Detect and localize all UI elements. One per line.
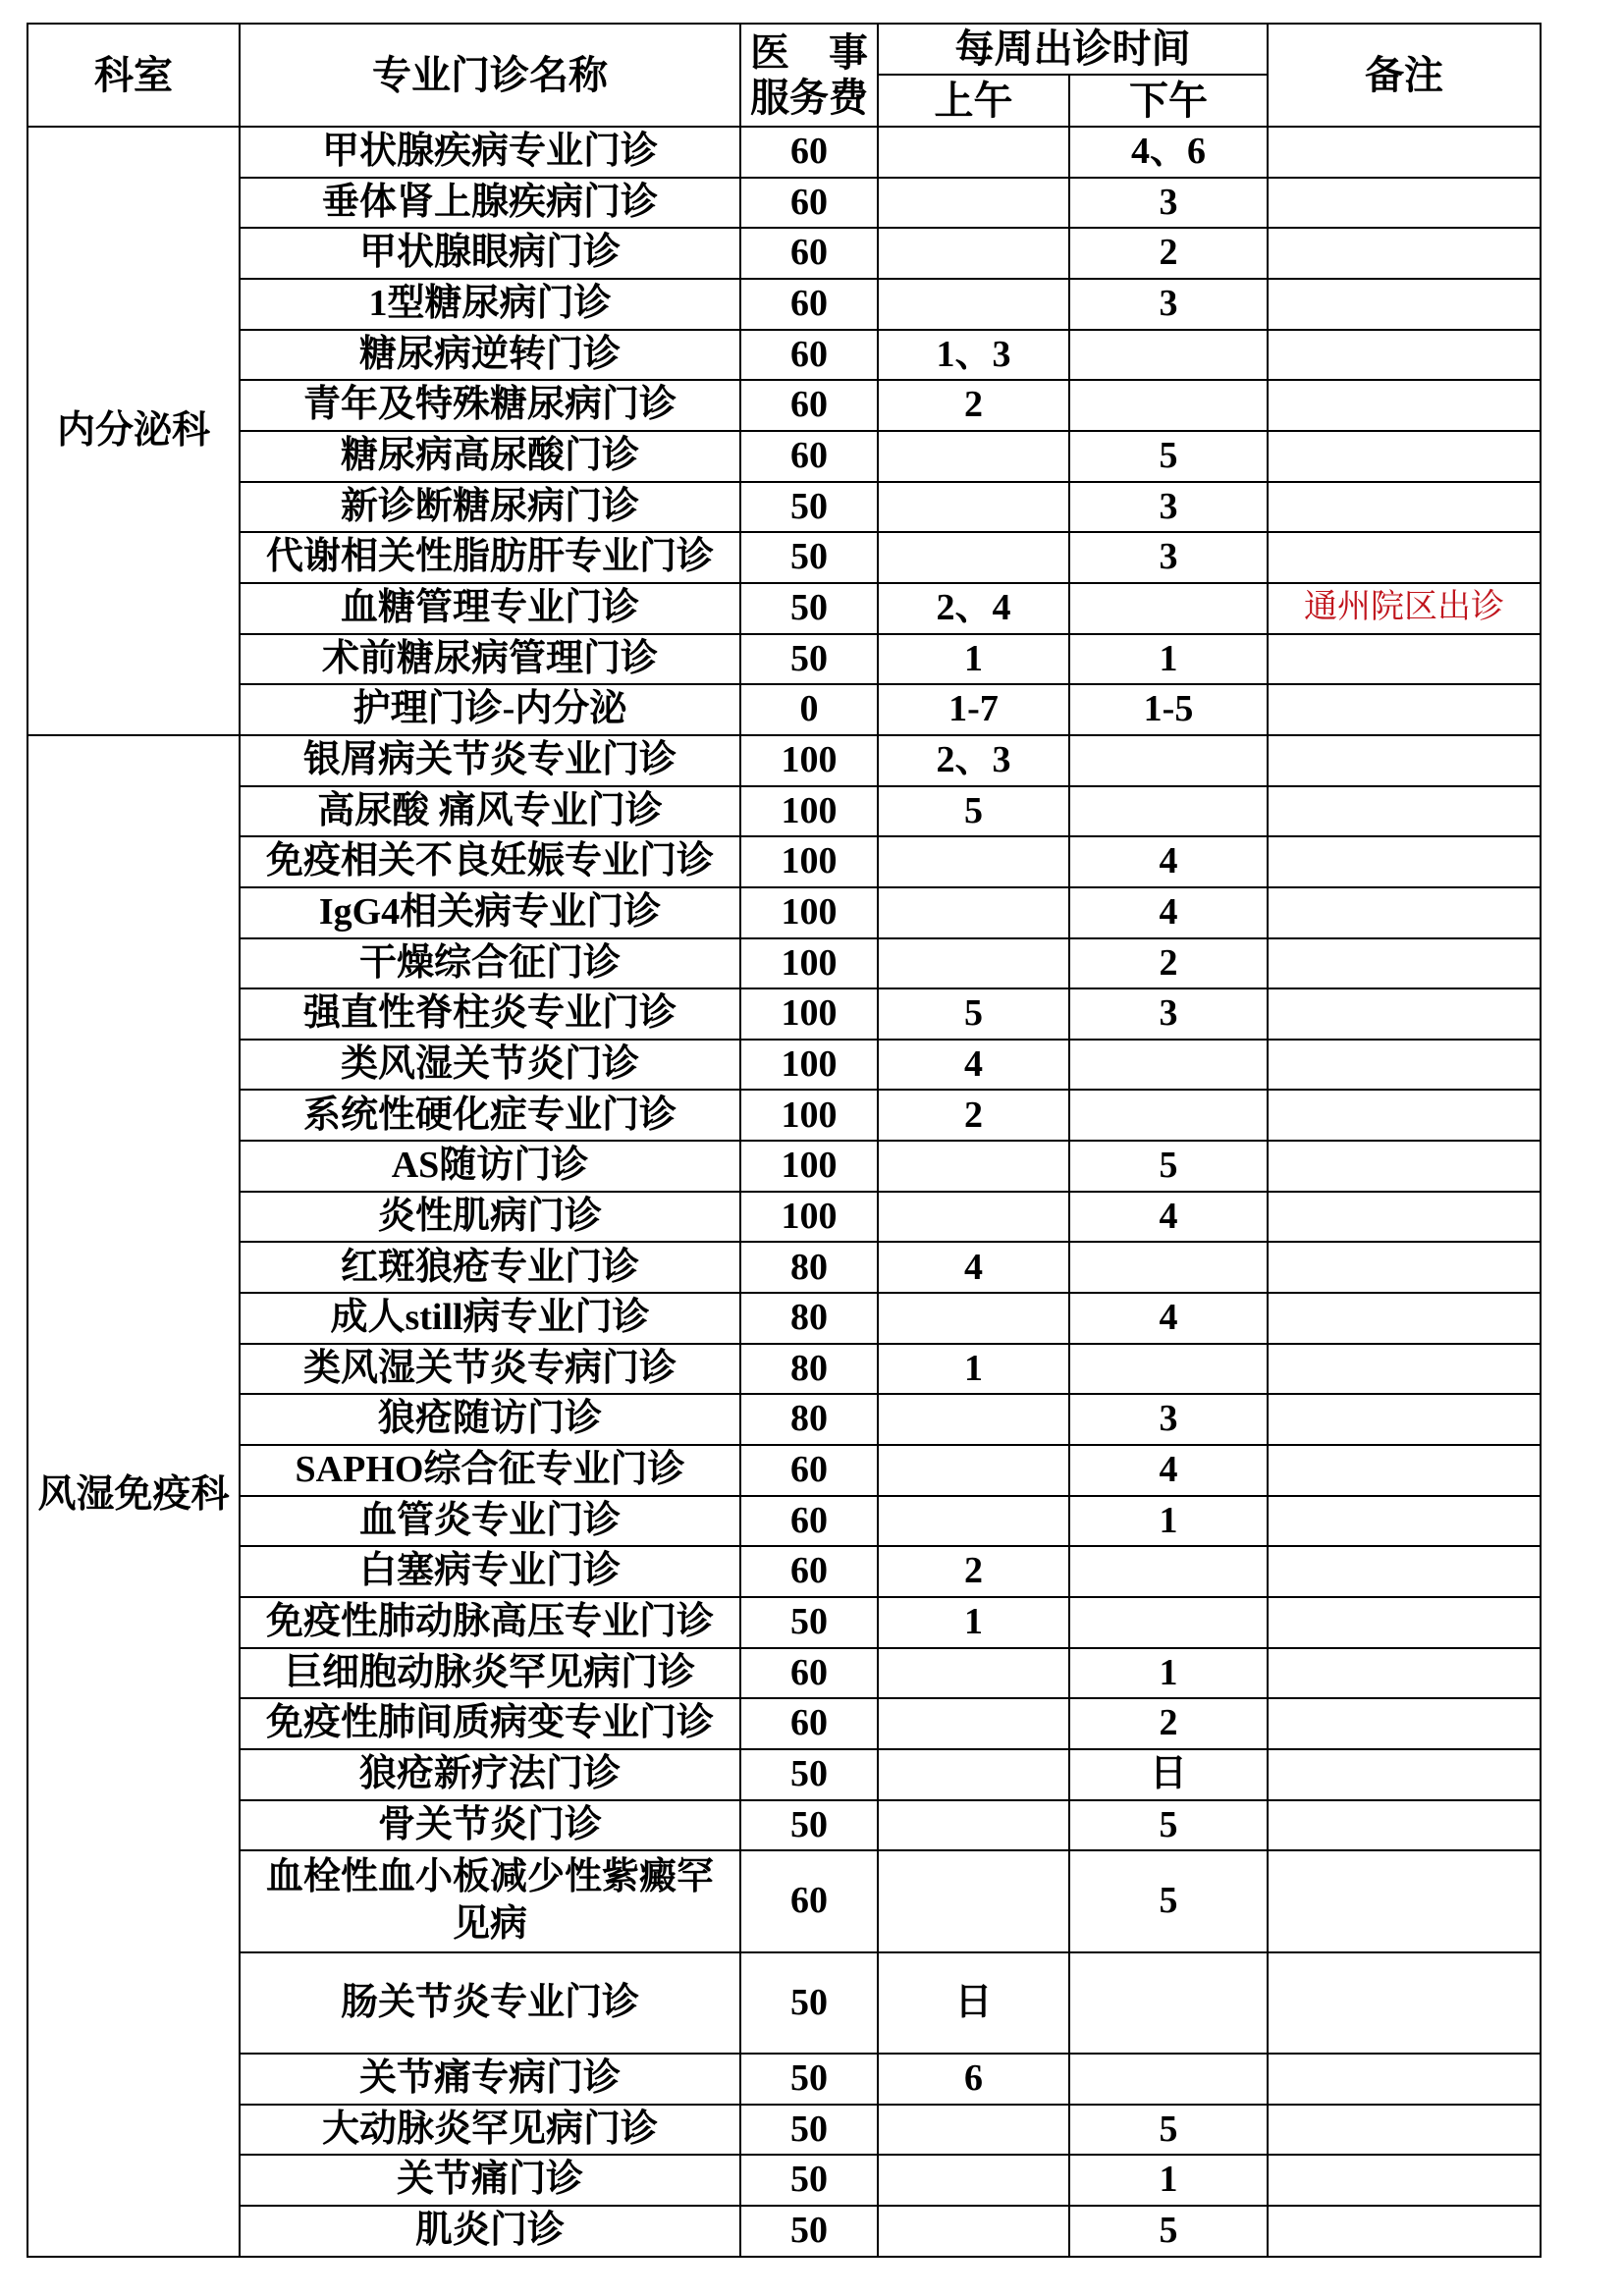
header-remarks: 备注 bbox=[1268, 24, 1541, 127]
afternoon-cell: 1 bbox=[1069, 1496, 1268, 1547]
clinic-name-cell: 肌炎门诊 bbox=[240, 2206, 740, 2257]
morning-cell bbox=[878, 1800, 1069, 1851]
afternoon-cell: 5 bbox=[1069, 2105, 1268, 2156]
remarks-cell bbox=[1268, 380, 1541, 431]
afternoon-cell: 5 bbox=[1069, 1850, 1268, 1951]
remarks-cell bbox=[1268, 634, 1541, 685]
afternoon-cell bbox=[1069, 1040, 1268, 1091]
afternoon-cell bbox=[1069, 1952, 1268, 2054]
fee-cell: 50 bbox=[740, 2054, 878, 2105]
fee-cell: 100 bbox=[740, 735, 878, 786]
table-header bbox=[27, 24, 1541, 127]
table-row bbox=[27, 482, 1541, 533]
afternoon-cell bbox=[1069, 1090, 1268, 1141]
afternoon-cell: 3 bbox=[1069, 1394, 1268, 1445]
morning-cell bbox=[878, 2155, 1069, 2206]
fee-cell: 100 bbox=[740, 988, 878, 1040]
morning-cell bbox=[878, 127, 1069, 178]
morning-cell: 1 bbox=[878, 634, 1069, 685]
fee-cell: 60 bbox=[740, 178, 878, 229]
table-row bbox=[27, 887, 1541, 938]
remarks-cell bbox=[1268, 1394, 1541, 1445]
remarks-cell bbox=[1268, 228, 1541, 279]
clinic-name-cell: 系统性硬化症专业门诊 bbox=[240, 1090, 740, 1141]
remarks-cell bbox=[1268, 735, 1541, 786]
fee-cell: 60 bbox=[740, 1546, 878, 1597]
fee-cell: 80 bbox=[740, 1344, 878, 1395]
remarks-cell bbox=[1268, 330, 1541, 381]
table-row bbox=[27, 1090, 1541, 1141]
clinic-name-cell: 巨细胞动脉炎罕见病门诊 bbox=[240, 1648, 740, 1699]
fee-cell: 60 bbox=[740, 1445, 878, 1496]
clinic-name-cell: 狼疮新疗法门诊 bbox=[240, 1749, 740, 1800]
department-cell: 内分泌科 bbox=[27, 127, 240, 735]
afternoon-cell bbox=[1069, 2054, 1268, 2105]
table-row bbox=[27, 330, 1541, 381]
afternoon-cell bbox=[1069, 1344, 1268, 1395]
clinic-name-cell: 白塞病专业门诊 bbox=[240, 1546, 740, 1597]
table-body bbox=[27, 127, 1541, 2257]
fee-cell: 80 bbox=[740, 1293, 878, 1344]
table-row bbox=[27, 1242, 1541, 1293]
clinic-name-cell: 青年及特殊糖尿病门诊 bbox=[240, 380, 740, 431]
remarks-cell bbox=[1268, 2155, 1541, 2206]
afternoon-cell: 2 bbox=[1069, 1698, 1268, 1749]
remarks-cell bbox=[1268, 1648, 1541, 1699]
fee-cell: 50 bbox=[740, 634, 878, 685]
remarks-cell bbox=[1268, 1141, 1541, 1192]
afternoon-cell: 2 bbox=[1069, 228, 1268, 279]
table-row bbox=[27, 127, 1541, 178]
clinic-name-cell: 成人still病专业门诊 bbox=[240, 1293, 740, 1344]
table-row bbox=[27, 1800, 1541, 1851]
clinic-name-cell: IgG4相关病专业门诊 bbox=[240, 887, 740, 938]
morning-cell: 5 bbox=[878, 786, 1069, 837]
remarks-cell bbox=[1268, 2105, 1541, 2156]
clinic-name-cell: 类风湿关节炎专病门诊 bbox=[240, 1344, 740, 1395]
clinic-name-cell: 代谢相关性脂肪肝专业门诊 bbox=[240, 532, 740, 583]
remarks-cell bbox=[1268, 1040, 1541, 1091]
remarks-cell bbox=[1268, 1445, 1541, 1496]
remarks-cell bbox=[1268, 988, 1541, 1040]
remarks-cell bbox=[1268, 1952, 1541, 2054]
clinic-name-cell: 免疫性肺间质病变专业门诊 bbox=[240, 1698, 740, 1749]
remarks-cell bbox=[1268, 431, 1541, 482]
table-row bbox=[27, 836, 1541, 887]
afternoon-cell: 3 bbox=[1069, 178, 1268, 229]
morning-cell bbox=[878, 1445, 1069, 1496]
morning-cell bbox=[878, 1141, 1069, 1192]
morning-cell bbox=[878, 1394, 1069, 1445]
afternoon-cell: 5 bbox=[1069, 1141, 1268, 1192]
morning-cell: 1 bbox=[878, 1597, 1069, 1648]
morning-cell: 2、3 bbox=[878, 735, 1069, 786]
afternoon-cell bbox=[1069, 1546, 1268, 1597]
afternoon-cell: 3 bbox=[1069, 482, 1268, 533]
morning-cell: 2 bbox=[878, 1090, 1069, 1141]
morning-cell bbox=[878, 279, 1069, 330]
clinic-name-cell: 免疫相关不良妊娠专业门诊 bbox=[240, 836, 740, 887]
afternoon-cell bbox=[1069, 583, 1268, 634]
fee-cell: 100 bbox=[740, 786, 878, 837]
clinic-name-cell: 糖尿病高尿酸门诊 bbox=[240, 431, 740, 482]
fee-cell: 60 bbox=[740, 1648, 878, 1699]
clinic-schedule-table bbox=[27, 23, 1542, 2258]
fee-cell: 0 bbox=[740, 684, 878, 735]
fee-cell: 60 bbox=[740, 228, 878, 279]
table-row bbox=[27, 1040, 1541, 1091]
remarks-cell bbox=[1268, 2206, 1541, 2257]
fee-cell: 50 bbox=[740, 1749, 878, 1800]
fee-cell: 60 bbox=[740, 330, 878, 381]
afternoon-cell bbox=[1069, 1597, 1268, 1648]
fee-cell: 100 bbox=[740, 1141, 878, 1192]
table-row bbox=[27, 938, 1541, 989]
clinic-name-cell: 血糖管理专业门诊 bbox=[240, 583, 740, 634]
afternoon-cell bbox=[1069, 330, 1268, 381]
table-row bbox=[27, 1749, 1541, 1800]
afternoon-cell bbox=[1069, 1242, 1268, 1293]
morning-cell: 1 bbox=[878, 1344, 1069, 1395]
table-row bbox=[27, 228, 1541, 279]
remarks-cell bbox=[1268, 1850, 1541, 1951]
fee-cell: 50 bbox=[740, 583, 878, 634]
clinic-name-cell: 红斑狼疮专业门诊 bbox=[240, 1242, 740, 1293]
afternoon-cell: 3 bbox=[1069, 988, 1268, 1040]
afternoon-cell: 4 bbox=[1069, 1445, 1268, 1496]
table-row bbox=[27, 1192, 1541, 1243]
remarks-cell bbox=[1268, 1800, 1541, 1851]
table-row bbox=[27, 1952, 1541, 2054]
morning-cell bbox=[878, 1698, 1069, 1749]
header-fee bbox=[740, 24, 878, 127]
afternoon-cell: 4 bbox=[1069, 836, 1268, 887]
clinic-name-cell: 关节痛门诊 bbox=[240, 2155, 740, 2206]
afternoon-cell: 4 bbox=[1069, 1192, 1268, 1243]
fee-cell: 60 bbox=[740, 1698, 878, 1749]
clinic-name-cell: 干燥综合征门诊 bbox=[240, 938, 740, 989]
fee-cell: 100 bbox=[740, 1090, 878, 1141]
table-row bbox=[27, 1394, 1541, 1445]
afternoon-cell: 3 bbox=[1069, 279, 1268, 330]
clinic-name-cell: 狼疮随访门诊 bbox=[240, 1394, 740, 1445]
morning-cell: 1、3 bbox=[878, 330, 1069, 381]
clinic-name-cell: 血管炎专业门诊 bbox=[240, 1496, 740, 1547]
fee-cell: 60 bbox=[740, 380, 878, 431]
table-row bbox=[27, 431, 1541, 482]
remarks-cell bbox=[1268, 1698, 1541, 1749]
fee-cell: 50 bbox=[740, 1597, 878, 1648]
fee-cell: 80 bbox=[740, 1394, 878, 1445]
afternoon-cell: 4 bbox=[1069, 887, 1268, 938]
header-row-top bbox=[27, 24, 1541, 75]
header-department: 科室 bbox=[27, 24, 240, 127]
morning-cell: 2 bbox=[878, 1546, 1069, 1597]
clinic-name-cell: 护理门诊-内分泌 bbox=[240, 684, 740, 735]
table-row bbox=[27, 532, 1541, 583]
remarks-cell bbox=[1268, 887, 1541, 938]
table-row bbox=[27, 1597, 1541, 1648]
morning-cell: 1-7 bbox=[878, 684, 1069, 735]
table-row bbox=[27, 634, 1541, 685]
morning-cell: 2、4 bbox=[878, 583, 1069, 634]
morning-cell bbox=[878, 836, 1069, 887]
morning-cell bbox=[878, 1496, 1069, 1547]
table-row bbox=[27, 786, 1541, 837]
clinic-name-cell: 血栓性血小板减少性紫癜罕见病 bbox=[240, 1850, 740, 1951]
afternoon-cell: 4、6 bbox=[1069, 127, 1268, 178]
clinic-name-cell: 强直性脊柱炎专业门诊 bbox=[240, 988, 740, 1040]
morning-cell bbox=[878, 1192, 1069, 1243]
remarks-cell bbox=[1268, 786, 1541, 837]
fee-cell: 100 bbox=[740, 1040, 878, 1091]
fee-cell: 50 bbox=[740, 2105, 878, 2156]
morning-cell bbox=[878, 1749, 1069, 1800]
table-row bbox=[27, 1546, 1541, 1597]
afternoon-cell bbox=[1069, 786, 1268, 837]
clinic-name-cell: 垂体肾上腺疾病门诊 bbox=[240, 178, 740, 229]
afternoon-cell: 1-5 bbox=[1069, 684, 1268, 735]
header-fee-line1: 医 事 bbox=[750, 29, 868, 75]
afternoon-cell: 3 bbox=[1069, 532, 1268, 583]
morning-cell bbox=[878, 1648, 1069, 1699]
table-row bbox=[27, 684, 1541, 735]
table-row bbox=[27, 380, 1541, 431]
table-row bbox=[27, 988, 1541, 1040]
remarks-cell bbox=[1268, 279, 1541, 330]
table-row bbox=[27, 1344, 1541, 1395]
table-row bbox=[27, 2105, 1541, 2156]
morning-cell bbox=[878, 938, 1069, 989]
table-row bbox=[27, 1698, 1541, 1749]
morning-cell bbox=[878, 2105, 1069, 2156]
morning-cell bbox=[878, 178, 1069, 229]
table-row bbox=[27, 1850, 1541, 1951]
remarks-cell bbox=[1268, 836, 1541, 887]
header-morning: 上午 bbox=[878, 75, 1069, 127]
afternoon-cell: 5 bbox=[1069, 431, 1268, 482]
remarks-cell bbox=[1268, 178, 1541, 229]
table-row bbox=[27, 2206, 1541, 2257]
fee-cell: 50 bbox=[740, 532, 878, 583]
afternoon-cell: 2 bbox=[1069, 938, 1268, 989]
remarks-cell bbox=[1268, 2054, 1541, 2105]
remarks-cell bbox=[1268, 1597, 1541, 1648]
clinic-name-cell: 新诊断糖尿病门诊 bbox=[240, 482, 740, 533]
clinic-name-cell: 甲状腺眼病门诊 bbox=[240, 228, 740, 279]
afternoon-cell: 5 bbox=[1069, 2206, 1268, 2257]
remarks-cell bbox=[1268, 1293, 1541, 1344]
morning-cell bbox=[878, 228, 1069, 279]
morning-cell bbox=[878, 887, 1069, 938]
header-afternoon: 下午 bbox=[1069, 75, 1268, 127]
remarks-cell: 通州院区出诊 bbox=[1268, 583, 1541, 634]
morning-cell bbox=[878, 2206, 1069, 2257]
fee-cell: 50 bbox=[740, 1800, 878, 1851]
clinic-name-cell: 糖尿病逆转门诊 bbox=[240, 330, 740, 381]
table-row bbox=[27, 1293, 1541, 1344]
fee-cell: 60 bbox=[740, 431, 878, 482]
fee-cell: 100 bbox=[740, 938, 878, 989]
fee-cell: 60 bbox=[740, 1850, 878, 1951]
table-row bbox=[27, 178, 1541, 229]
header-fee-line2: 服务费 bbox=[750, 75, 868, 120]
fee-cell: 100 bbox=[740, 1192, 878, 1243]
fee-cell: 100 bbox=[740, 836, 878, 887]
fee-cell: 50 bbox=[740, 1952, 878, 2054]
remarks-cell bbox=[1268, 1546, 1541, 1597]
remarks-cell bbox=[1268, 1242, 1541, 1293]
table-row bbox=[27, 2054, 1541, 2105]
remarks-cell bbox=[1268, 1496, 1541, 1547]
clinic-name-cell: 免疫性肺动脉高压专业门诊 bbox=[240, 1597, 740, 1648]
table-row bbox=[27, 735, 1541, 786]
fee-cell: 100 bbox=[740, 887, 878, 938]
fee-cell: 80 bbox=[740, 1242, 878, 1293]
clinic-name-cell: SAPHO综合征专业门诊 bbox=[240, 1445, 740, 1496]
remarks-cell bbox=[1268, 1192, 1541, 1243]
afternoon-cell: 1 bbox=[1069, 2155, 1268, 2206]
morning-cell bbox=[878, 1293, 1069, 1344]
clinic-name-cell: 银屑病关节炎专业门诊 bbox=[240, 735, 740, 786]
clinic-name-cell: 术前糖尿病管理门诊 bbox=[240, 634, 740, 685]
morning-cell: 5 bbox=[878, 988, 1069, 1040]
clinic-name-cell: 甲状腺疾病专业门诊 bbox=[240, 127, 740, 178]
afternoon-cell bbox=[1069, 380, 1268, 431]
remarks-cell bbox=[1268, 127, 1541, 178]
header-clinic-name: 专业门诊名称 bbox=[240, 24, 740, 127]
morning-cell bbox=[878, 532, 1069, 583]
fee-cell: 60 bbox=[740, 127, 878, 178]
table-row bbox=[27, 1648, 1541, 1699]
morning-cell bbox=[878, 482, 1069, 533]
remarks-cell bbox=[1268, 684, 1541, 735]
clinic-name-cell: AS随访门诊 bbox=[240, 1141, 740, 1192]
afternoon-cell: 4 bbox=[1069, 1293, 1268, 1344]
afternoon-cell: 1 bbox=[1069, 634, 1268, 685]
fee-cell: 50 bbox=[740, 2155, 878, 2206]
afternoon-cell: 1 bbox=[1069, 1648, 1268, 1699]
table-row bbox=[27, 2155, 1541, 2206]
morning-cell: 4 bbox=[878, 1040, 1069, 1091]
clinic-name-cell: 1型糖尿病门诊 bbox=[240, 279, 740, 330]
table-row bbox=[27, 583, 1541, 634]
fee-cell: 60 bbox=[740, 279, 878, 330]
remarks-cell bbox=[1268, 1749, 1541, 1800]
fee-cell: 60 bbox=[740, 1496, 878, 1547]
table-row bbox=[27, 279, 1541, 330]
morning-cell: 4 bbox=[878, 1242, 1069, 1293]
table-row bbox=[27, 1141, 1541, 1192]
table-row bbox=[27, 1496, 1541, 1547]
morning-cell: 6 bbox=[878, 2054, 1069, 2105]
fee-cell: 50 bbox=[740, 482, 878, 533]
remarks-cell bbox=[1268, 1090, 1541, 1141]
header-weekly-schedule: 每周出诊时间 bbox=[878, 24, 1268, 75]
remarks-cell bbox=[1268, 532, 1541, 583]
morning-cell: 2 bbox=[878, 380, 1069, 431]
remarks-cell bbox=[1268, 482, 1541, 533]
department-cell: 风湿免疫科 bbox=[27, 735, 240, 2257]
remarks-cell bbox=[1268, 1344, 1541, 1395]
table-row bbox=[27, 1445, 1541, 1496]
clinic-name-cell: 关节痛专病门诊 bbox=[240, 2054, 740, 2105]
clinic-name-cell: 肠关节炎专业门诊 bbox=[240, 1952, 740, 2054]
clinic-name-cell: 大动脉炎罕见病门诊 bbox=[240, 2105, 740, 2156]
morning-cell bbox=[878, 431, 1069, 482]
remarks-cell bbox=[1268, 938, 1541, 989]
afternoon-cell: 日 bbox=[1069, 1749, 1268, 1800]
clinic-name-cell: 类风湿关节炎门诊 bbox=[240, 1040, 740, 1091]
afternoon-cell bbox=[1069, 735, 1268, 786]
morning-cell: 日 bbox=[878, 1952, 1069, 2054]
clinic-name-cell: 骨关节炎门诊 bbox=[240, 1800, 740, 1851]
afternoon-cell: 5 bbox=[1069, 1800, 1268, 1851]
clinic-name-cell: 炎性肌病门诊 bbox=[240, 1192, 740, 1243]
clinic-name-cell: 高尿酸 痛风专业门诊 bbox=[240, 786, 740, 837]
fee-cell: 50 bbox=[740, 2206, 878, 2257]
morning-cell bbox=[878, 1850, 1069, 1951]
